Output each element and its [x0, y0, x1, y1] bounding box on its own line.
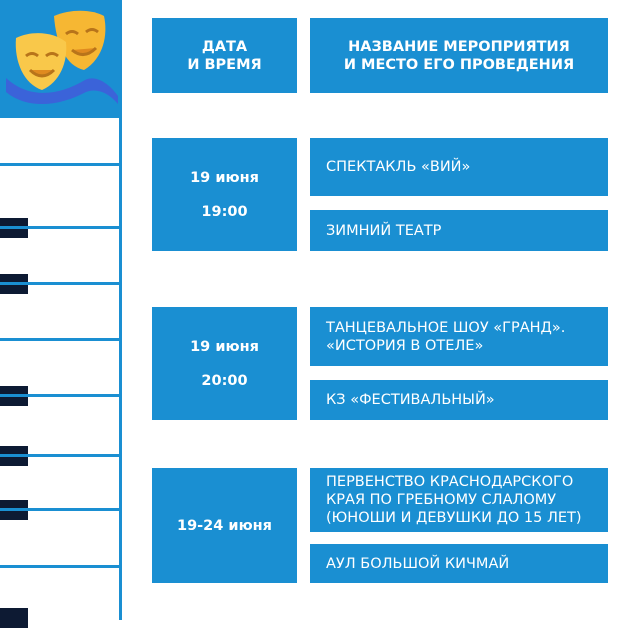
event-place-cell: [310, 544, 608, 583]
header-event-cell: [310, 18, 608, 93]
key-line: [0, 163, 119, 166]
event-date-cell: [152, 468, 297, 583]
header-date-cell: [152, 18, 297, 93]
key-line: [0, 565, 119, 568]
key-line: [0, 282, 119, 285]
key-line: [0, 508, 119, 511]
logo-box: [0, 0, 122, 118]
event-title-cell: [310, 138, 608, 196]
event-date: 19-24 июня: [176, 517, 272, 534]
header-date-label: ДАТА И ВРЕМЯ: [187, 38, 262, 73]
event-date-cell: [152, 307, 297, 420]
key-line: [0, 338, 119, 341]
event-time: 19:00: [201, 203, 248, 220]
event-place-cell: [310, 210, 608, 251]
event-time: 20:00: [201, 372, 248, 389]
event-title-cell: [310, 307, 608, 366]
event-title-cell: [310, 468, 608, 532]
key-line: [0, 454, 119, 457]
black-key: [0, 608, 28, 628]
event-title: ПЕРВЕНСТВО КРАСНОДАРСКОГО КРАЯ ПО ГРЕБНОМУ СЛАЛОМУ (ЮНОШИ И ДЕВУШКИ ДО 15 ЛЕТ): [326, 474, 582, 526]
event-place: КЗ «ФЕСТИВАЛЬНЫЙ»: [326, 392, 495, 408]
event-place-cell: [310, 380, 608, 420]
event-title: ТАНЦЕВАЛЬНОЕ ШОУ «ГРАНД». «ИСТОРИЯ В ОТЕЛЕ»: [326, 319, 566, 354]
event-date: 19 июня: [190, 169, 259, 186]
key-line: [0, 394, 119, 397]
event-date: 19 июня: [190, 338, 259, 355]
event-place: АУЛ БОЛЬШОЙ КИЧМАЙ: [326, 555, 510, 572]
theater-masks-icon: [0, 0, 122, 118]
header-event-label: НАЗВАНИЕ МЕРОПРИЯТИЯ И МЕСТО ЕГО ПРОВЕДЕНИЯ: [343, 38, 575, 73]
key-line: [0, 226, 119, 229]
event-title: СПЕКТАКЛЬ «ВИЙ»: [326, 159, 471, 175]
event-date-cell: [152, 138, 297, 251]
event-place: ЗИМНИЙ ТЕАТР: [326, 222, 442, 239]
piano-sidebar: [0, 0, 122, 620]
